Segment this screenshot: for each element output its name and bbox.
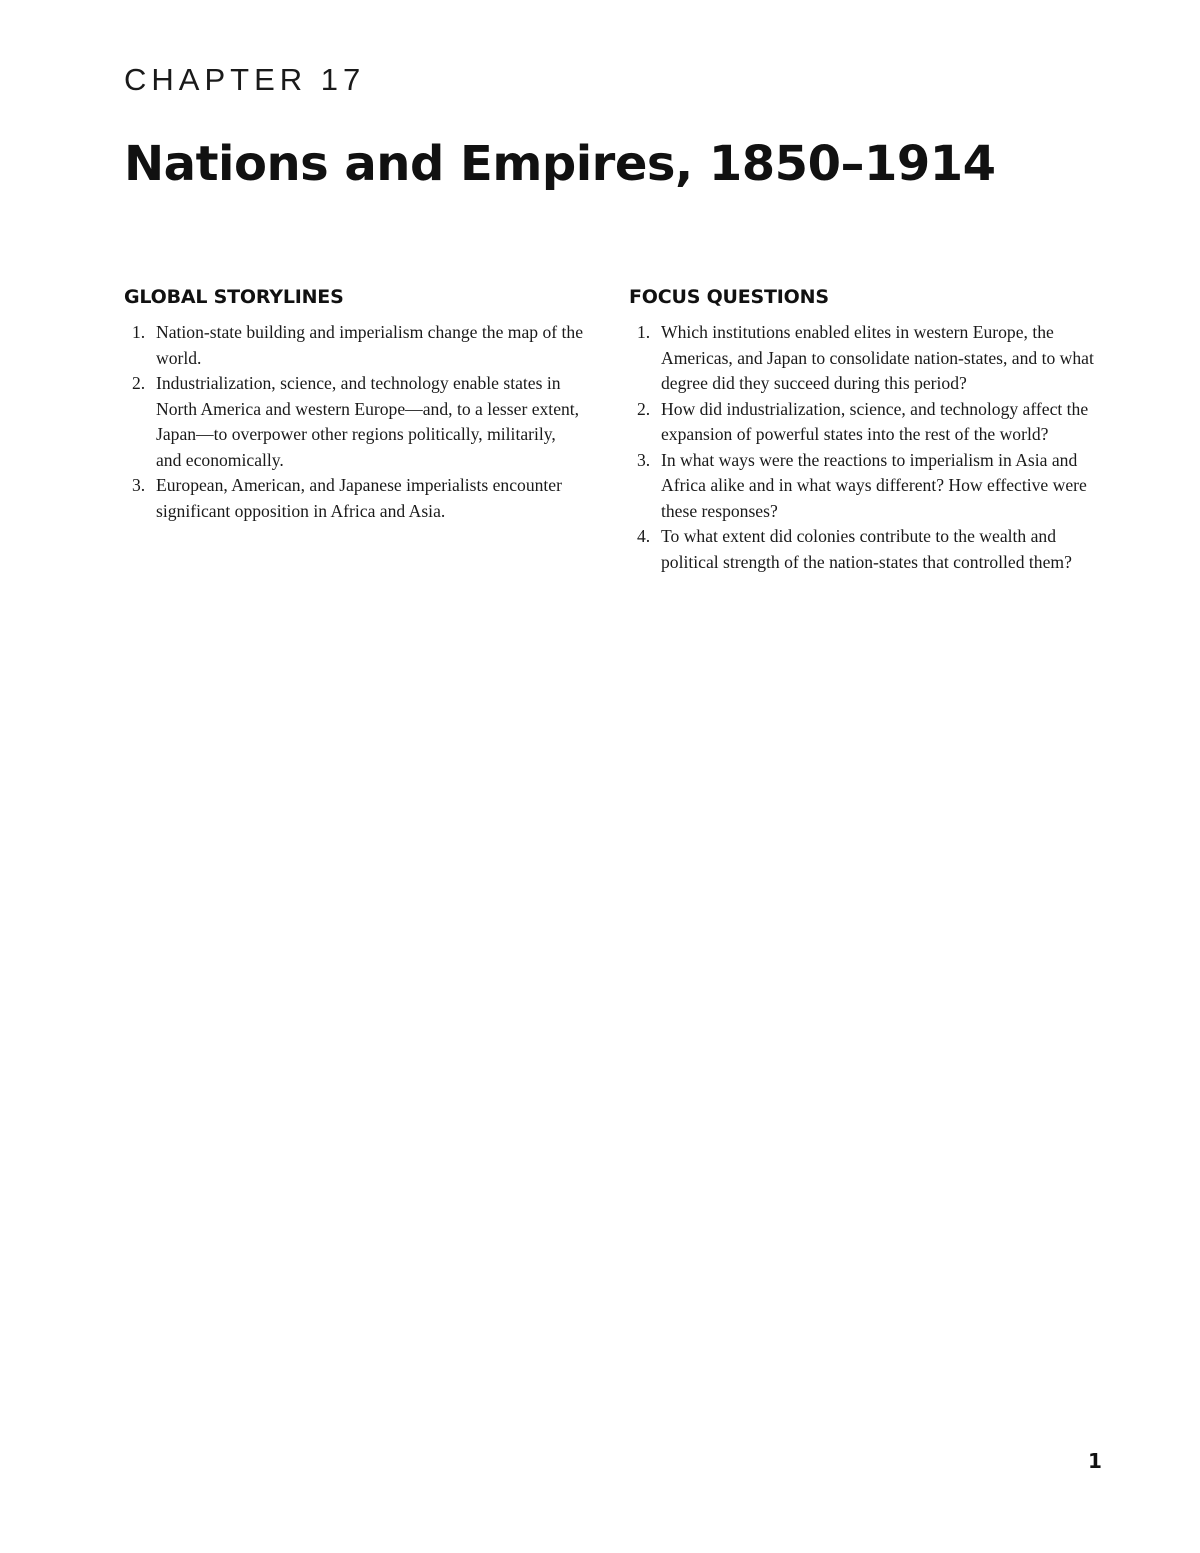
list-item-text: To what extent did colonies contribute to the wealth and political strength of the nation-states that controlled them?: [661, 526, 1072, 572]
list-item-number: 2.: [132, 373, 146, 393]
list-item: [124, 320, 584, 371]
list-item-number: 1.: [637, 322, 651, 342]
list-item: [124, 473, 584, 524]
list-item-number: 3.: [637, 449, 651, 470]
chapter-label: CHAPTER 17: [124, 62, 366, 97]
list-item: [124, 371, 584, 473]
list-item: [629, 448, 1099, 525]
global-storylines-heading: GLOBAL STORYLINES: [124, 286, 344, 308]
list-item-text: In what ways were the reactions to imperialism in Asia and Africa alike and in what ways different? How effective were these responses?: [661, 449, 1087, 521]
focus-questions-heading: FOCUS QUESTIONS: [629, 286, 829, 308]
page-number: 1: [1088, 1449, 1102, 1473]
list-item-number: 2.: [637, 398, 651, 419]
list-item-number: 4.: [637, 526, 651, 546]
list-item-text: Nation-state building and imperialism change the map of the world.: [156, 322, 584, 368]
global-storylines-list: [124, 320, 584, 524]
list-item: [629, 397, 1099, 448]
list-item: [629, 320, 1099, 397]
focus-questions-section: [629, 286, 1099, 575]
list-item-text: How did industrialization, science, and technology affect the expansion of powerful states into the rest of the world?: [661, 398, 1089, 444]
list-item-number: 3.: [132, 475, 146, 495]
list-item-text: European, American, and Japanese imperialists encounter significant opposition in Africa and Asia.: [156, 475, 562, 521]
list-item-number: 1.: [132, 322, 146, 342]
chapter-title: Nations and Empires, 1850–1914: [124, 136, 996, 192]
global-storylines-section: [124, 286, 584, 524]
list-item-text: Industrialization, science, and technology enable states in North America and western Europe—and, to a lesser extent, Japan—to overpower other regions politically, militarily, and economically.: [156, 373, 580, 470]
list-item: [629, 524, 1099, 575]
list-item-text: Which institutions enabled elites in western Europe, the Americas, and Japan to consolidate nation-states, and to what degree did they succeed during this period?: [661, 322, 1094, 393]
focus-questions-list: [629, 320, 1099, 575]
